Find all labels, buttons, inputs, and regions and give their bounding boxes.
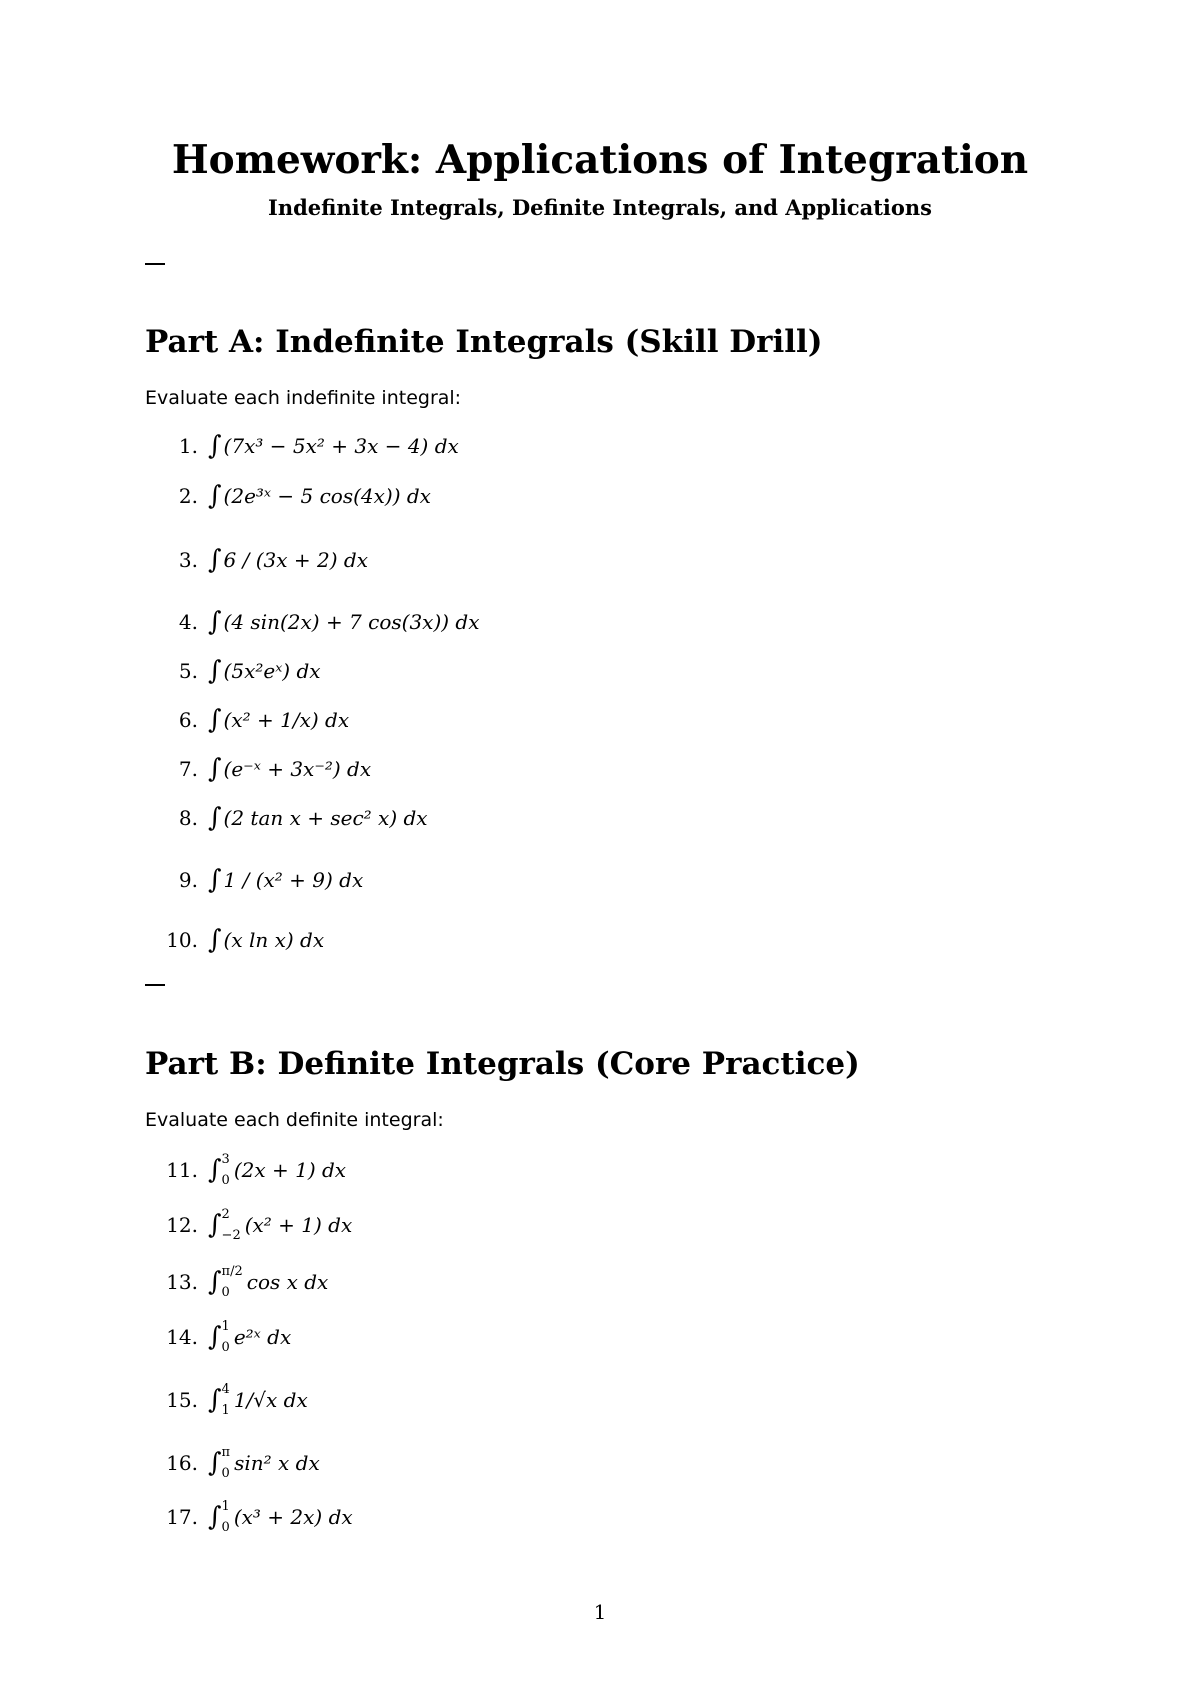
integral-sign: ∫	[208, 1210, 222, 1240]
integral-sign: ∫	[208, 1267, 222, 1297]
problem-item	[150, 602, 480, 642]
problem-item	[150, 860, 363, 900]
integral-sign: ∫	[208, 481, 222, 511]
integral-limits	[222, 1265, 243, 1299]
problem-number: 16.	[166, 1451, 198, 1475]
lower-limit: 0	[221, 1173, 230, 1188]
integrand: (x² + 1/x) dx	[223, 708, 350, 732]
upper-limit: 1	[221, 1499, 230, 1514]
upper-limit: 2	[221, 1207, 230, 1222]
integrand: (x³ + 2x) dx	[233, 1505, 353, 1529]
problem-number: 8.	[178, 806, 198, 830]
integral-sign: ∫	[208, 1155, 222, 1185]
integrand: 1/√x dx	[233, 1388, 308, 1412]
integrand: 1 / (x² + 9) dx	[223, 868, 364, 892]
problem-number: 10.	[166, 928, 198, 952]
integral-limits	[222, 1320, 230, 1354]
upper-limit: 1	[221, 1319, 230, 1334]
problem-item	[150, 651, 321, 691]
integrand: e²ˣ dx	[233, 1325, 292, 1349]
problem-number: 2.	[178, 484, 198, 508]
problem-number: 1.	[178, 434, 198, 458]
lower-limit: 0	[221, 1340, 230, 1355]
integral-sign: ∫	[208, 705, 222, 735]
problem-number: 4.	[178, 610, 198, 634]
integral-limits	[222, 1446, 231, 1480]
problem-item	[150, 700, 349, 740]
problem-item	[150, 749, 371, 789]
problem-item	[150, 798, 428, 838]
integral-limits	[222, 1208, 241, 1242]
integral-sign: ∫	[208, 1448, 222, 1478]
integrand: cos x dx	[246, 1270, 329, 1294]
integral-sign: ∫	[208, 545, 222, 575]
problem-item	[150, 476, 431, 516]
problem-number: 13.	[166, 1270, 198, 1294]
problem-number: 15.	[166, 1388, 198, 1412]
integral-sign: ∫	[208, 607, 222, 637]
integrand: (2e³ˣ − 5 cos(4x)) dx	[223, 484, 431, 508]
integral-limits	[222, 1153, 230, 1187]
part-a-heading: Part A: Indefinite Integrals (Skill Drill)	[145, 324, 823, 360]
integral-sign: ∫	[208, 865, 222, 895]
lower-limit: 1	[221, 1403, 230, 1418]
lower-limit: −2	[221, 1228, 241, 1243]
integrand: 6 / (3x + 2) dx	[223, 548, 368, 572]
document-subtitle: Indefinite Integrals, Definite Integrals, and Applications	[268, 195, 932, 220]
integrand: (5x²eˣ) dx	[223, 659, 321, 683]
problem-item	[150, 1205, 352, 1245]
part-a-intro: Evaluate each indefinite integral:	[145, 387, 462, 409]
integrand: (x ln x) dx	[223, 928, 325, 952]
problem-number: 17.	[166, 1505, 198, 1529]
lower-limit: 0	[221, 1466, 230, 1481]
problem-item	[150, 426, 459, 466]
integrand: (x² + 1) dx	[244, 1213, 353, 1237]
problem-item	[150, 1317, 291, 1357]
problem-item	[150, 920, 324, 960]
integral-sign: ∫	[208, 803, 222, 833]
integral-sign: ∫	[208, 754, 222, 784]
integrand: (4 sin(2x) + 7 cos(3x)) dx	[223, 610, 480, 634]
divider	[145, 263, 165, 265]
problem-number: 12.	[166, 1213, 198, 1237]
integrand: (e⁻ˣ + 3x⁻²) dx	[223, 757, 372, 781]
problem-number: 9.	[178, 868, 198, 892]
integral-sign: ∫	[208, 925, 222, 955]
integral-sign: ∫	[208, 1322, 222, 1352]
problem-number: 5.	[178, 659, 198, 683]
integral-sign: ∫	[208, 656, 222, 686]
integrand: sin² x dx	[234, 1451, 320, 1475]
integrand: (7x³ − 5x² + 3x − 4) dx	[223, 434, 459, 458]
problem-number: 14.	[166, 1325, 198, 1349]
problem-number: 6.	[178, 708, 198, 732]
lower-limit: 0	[221, 1520, 230, 1535]
part-b-heading: Part B: Definite Integrals (Core Practice)	[145, 1046, 860, 1082]
integral-limits	[222, 1383, 230, 1417]
part-b-intro: Evaluate each definite integral:	[145, 1109, 444, 1131]
page-number: 1	[593, 1600, 607, 1624]
integral-limits	[222, 1500, 230, 1534]
integral-sign: ∫	[208, 1385, 222, 1415]
upper-limit: 3	[221, 1152, 230, 1167]
problem-item	[150, 1443, 320, 1483]
problem-number: 11.	[166, 1158, 198, 1182]
problem-number: 7.	[178, 757, 198, 781]
integral-sign: ∫	[208, 431, 222, 461]
divider	[145, 984, 165, 986]
problem-item	[150, 1150, 346, 1190]
upper-limit: 4	[221, 1382, 230, 1397]
upper-limit: π	[221, 1445, 231, 1460]
integrand: (2x + 1) dx	[233, 1158, 347, 1182]
document-title: Homework: Applications of Integration	[171, 137, 1029, 183]
problem-item	[150, 1497, 353, 1537]
lower-limit: 0	[221, 1285, 230, 1300]
integral-sign: ∫	[208, 1502, 222, 1532]
problem-number: 3.	[178, 548, 198, 572]
problem-item	[150, 1380, 308, 1420]
upper-limit: π/2	[221, 1264, 243, 1279]
integrand: (2 tan x + sec² x) dx	[223, 806, 428, 830]
problem-item	[150, 1262, 328, 1302]
problem-item	[150, 540, 368, 580]
